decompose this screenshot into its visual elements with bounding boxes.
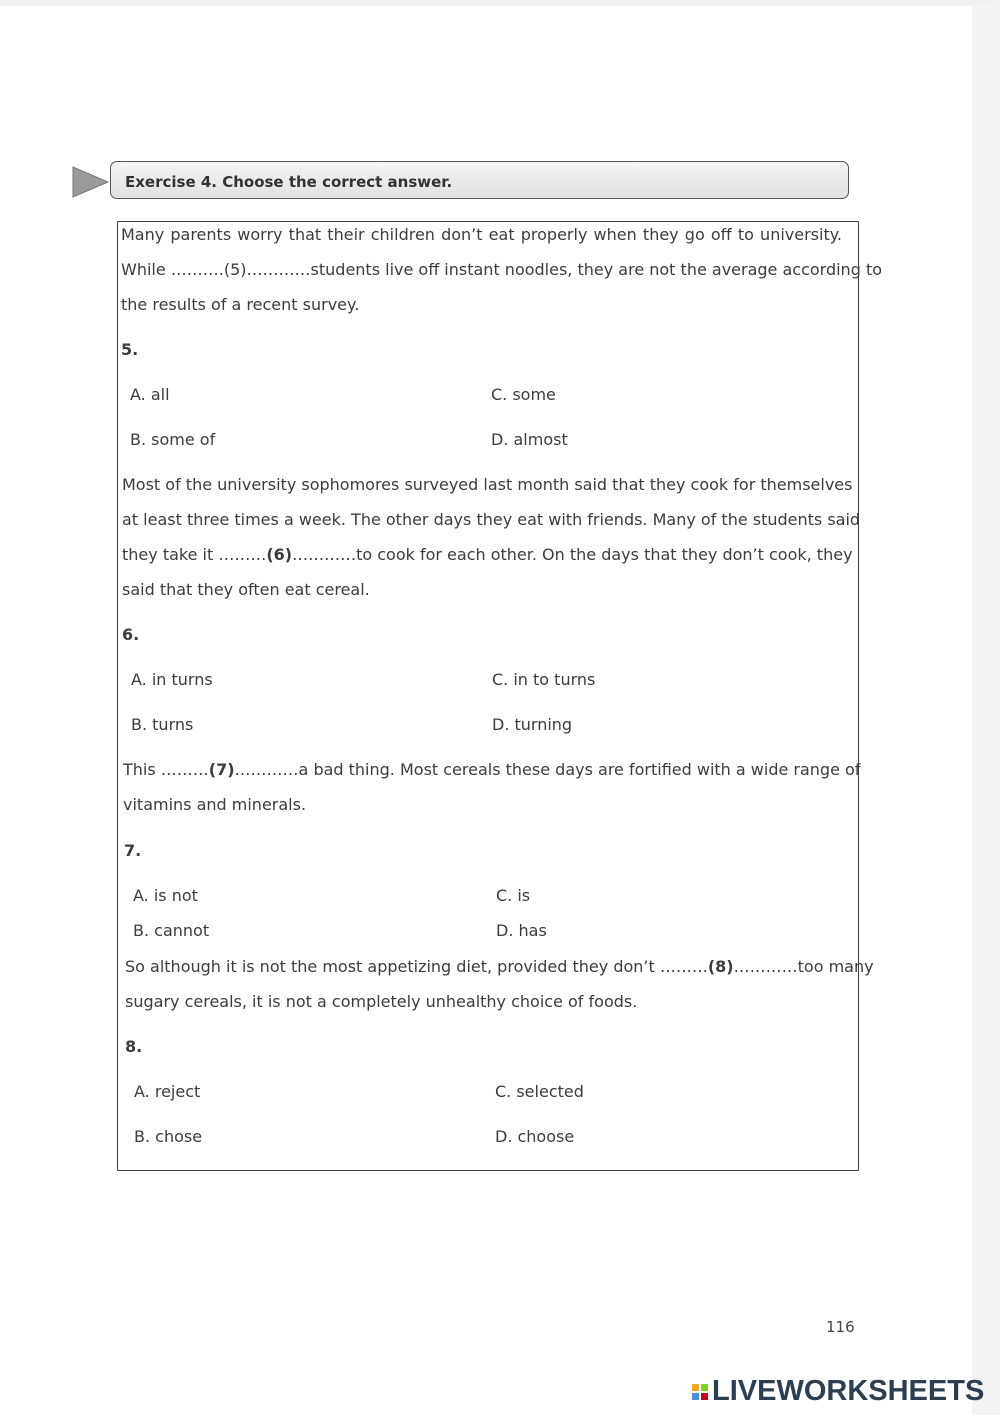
- blank-7-marker: (7): [208, 760, 235, 779]
- passage-3-line-1-end: …………a bad thing. Most cereals these days are fortified with a wide range of: [234, 760, 861, 779]
- blank-8-marker: (8): [707, 957, 734, 976]
- passage-4-line-1-start: So although it is not the most appetizing diet, provided they don’t ………: [125, 957, 708, 976]
- passage-1-line-2: While ……….(5)…………students live off instant noodles, they are not the average according to: [121, 260, 882, 279]
- passage-2-line-2: at least three times a week. The other days they eat with friends. Many of the students said: [122, 510, 861, 529]
- passage-2-line-3-start: they take it ………: [122, 545, 267, 564]
- passage-3-line-2: vitamins and minerals.: [123, 795, 307, 814]
- question-7-option-b[interactable]: B. cannot: [133, 921, 210, 940]
- question-8-option-a[interactable]: A. reject: [134, 1082, 201, 1101]
- arrow-icon: [72, 165, 110, 199]
- passage-2-line-4: said that they often eat cereal.: [122, 580, 370, 599]
- question-6-number: 6.: [122, 625, 140, 644]
- question-7-option-a[interactable]: A. is not: [133, 886, 198, 905]
- content-box: [117, 221, 882, 1171]
- passage-2-line-3: [122, 545, 853, 564]
- passage-3-line-1-start: This ………: [123, 760, 209, 779]
- page-number: 116: [826, 1318, 855, 1336]
- logo-text: LIVEWORKSHEETS: [712, 1375, 985, 1407]
- question-7-option-c[interactable]: C. is: [496, 886, 531, 905]
- question-5-number: 5.: [121, 340, 139, 359]
- question-8-option-d[interactable]: D. choose: [495, 1127, 575, 1146]
- question-7-option-d[interactable]: D. has: [496, 921, 547, 940]
- passage-1-line-1: Many parents worry that their children don’t eat properly when they go off to university.: [121, 225, 842, 244]
- question-5-option-b[interactable]: B. some of: [130, 430, 216, 449]
- question-5-option-a[interactable]: A. all: [130, 385, 170, 404]
- blank-6-marker: (6): [266, 545, 293, 564]
- question-5-option-d[interactable]: D. almost: [491, 430, 568, 449]
- passage-2-line-3-end: …………to cook for each other. On the days that they don’t cook, they: [292, 545, 853, 564]
- passage-2-line-1: Most of the university sophomores surveyed last month said that they cook for themselves: [122, 475, 853, 494]
- liveworksheets-logo: [692, 1375, 984, 1408]
- question-5-option-c[interactable]: C. some: [491, 385, 556, 404]
- question-6-option-d[interactable]: D. turning: [492, 715, 573, 734]
- question-6-option-b[interactable]: B. turns: [131, 715, 194, 734]
- question-7-number: 7.: [124, 841, 142, 860]
- question-6-option-a[interactable]: A. in turns: [131, 670, 213, 689]
- exercise-title: Exercise 4. Choose the correct answer.: [125, 173, 453, 191]
- passage-4-line-1-end: …………too many: [733, 957, 874, 976]
- question-6-option-c[interactable]: C. in to turns: [492, 670, 596, 689]
- passage-3-line-1: [123, 760, 861, 779]
- passage-4-line-2: sugary cereals, it is not a completely unhealthy choice of foods.: [125, 992, 638, 1011]
- passage-1-line-3: the results of a recent survey.: [121, 295, 360, 314]
- logo-icon: [692, 1384, 708, 1400]
- question-8-option-c[interactable]: C. selected: [495, 1082, 584, 1101]
- question-8-number: 8.: [125, 1037, 143, 1056]
- question-8-option-b[interactable]: B. chose: [134, 1127, 203, 1146]
- passage-4-line-1: [125, 957, 874, 976]
